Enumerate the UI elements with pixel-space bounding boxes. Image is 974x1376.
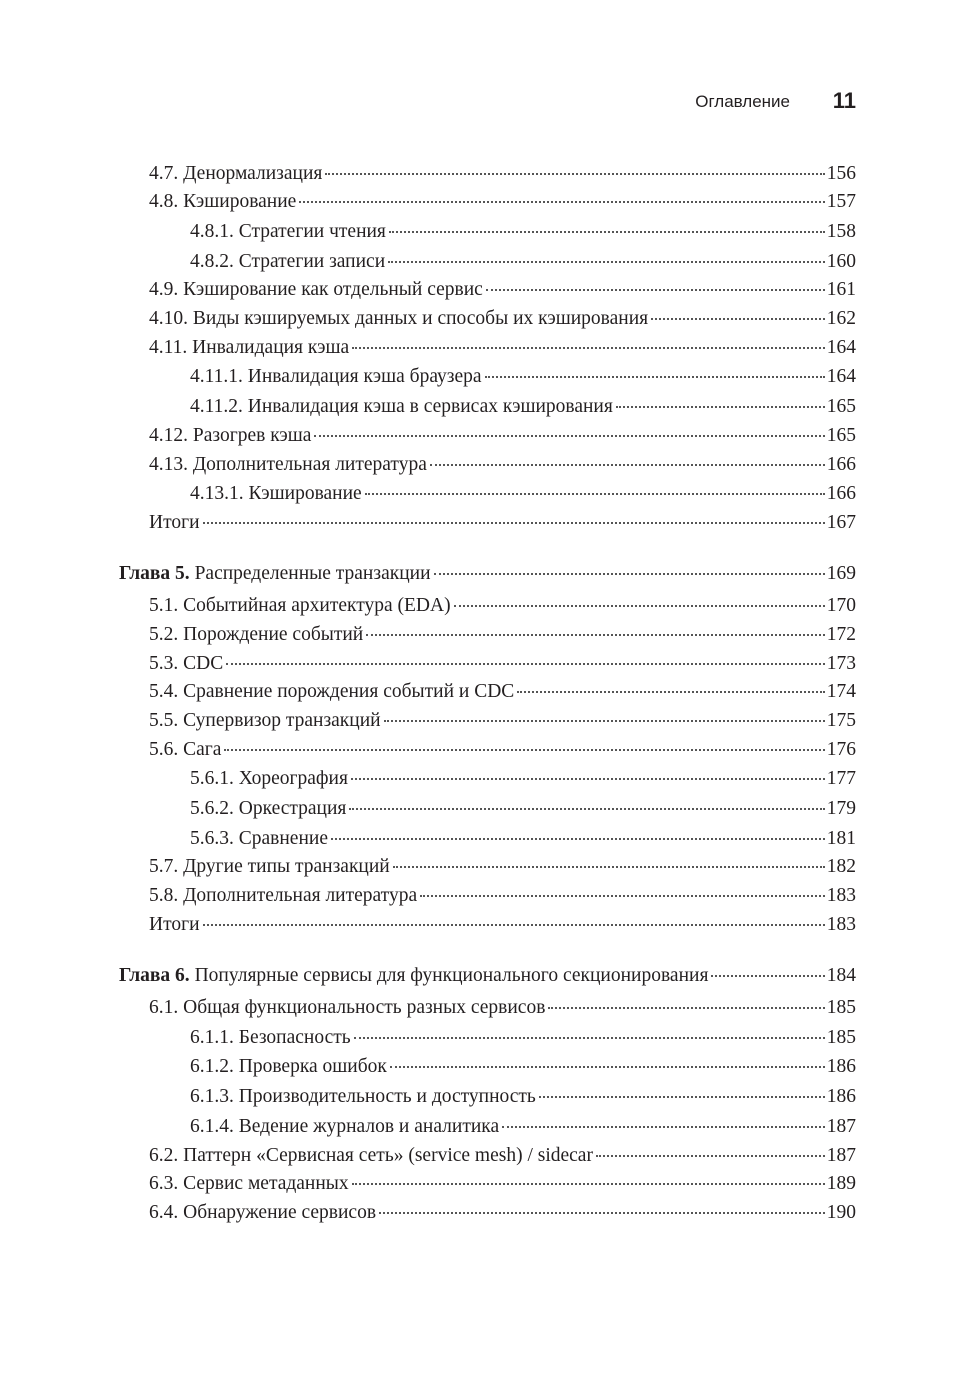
toc-entry [190,1026,856,1050]
toc-entry [149,680,856,704]
toc-entry-title [190,1085,536,1109]
toc-page-number: 166 [826,454,856,475]
toc-title-text: 6.1. Общая функциональность разных сервисов [149,997,546,1018]
toc-entry [149,190,856,214]
toc-entry-title [190,1026,351,1050]
toc-entry [149,738,856,762]
toc-title-text: 4.11.2. Инвалидация кэша в сервисах кэширования [190,396,613,417]
toc-entry-title [149,453,427,477]
toc-entry [190,827,856,851]
toc-entry-title [190,250,385,274]
toc-page-number: 187 [826,1145,856,1166]
toc-page-number: 186 [826,1056,856,1077]
dot-leader [352,1183,825,1185]
toc-entry [149,1201,856,1225]
toc-entry-title [119,562,431,586]
toc-title-text: 4.11.1. Инвалидация кэша браузера [190,366,482,387]
toc-page-number: 166 [826,483,856,504]
dot-leader [325,173,824,175]
chapter-label: Глава 5. [119,563,190,584]
toc-title-text: 5.7. Другие типы транзакций [149,856,390,877]
dot-leader [517,691,824,693]
toc-page-number: 165 [826,425,856,446]
toc-page-number: 183 [826,885,856,906]
toc-entry-title [149,996,545,1020]
dot-leader [314,435,824,437]
toc-title-text: Итоги [149,914,200,935]
toc-entry-title [149,738,221,762]
toc-entry [190,395,856,419]
toc-title-text: 5.8. Дополнительная литература [149,885,418,906]
toc-page-number: 157 [826,191,856,212]
toc-page-number: 181 [826,828,856,849]
toc-entry [149,996,856,1020]
toc-page-number: 161 [826,279,856,300]
toc-entry-title [149,594,451,618]
toc-entry [190,220,856,244]
toc-title-text: 5.1. Событийная архитектура (EDA) [149,595,451,616]
toc-entry-title [149,680,514,704]
toc-entry-title [149,424,311,448]
toc-entry [149,1172,856,1196]
toc-entry-title [149,1201,376,1225]
toc-chapter [119,562,856,586]
toc-entry-title [149,709,381,733]
toc-title-text: 5.4. Сравнение порождения событий и CDC [149,681,515,702]
dot-leader [203,924,825,926]
toc-title-text: 5.3. CDC [149,653,224,674]
dot-leader [485,376,825,378]
toc-entry [149,162,856,186]
toc-title-text: 4.10. Виды кэшируемых данных и способы их кэширования [149,308,649,329]
dot-leader [539,1096,825,1098]
toc-entry-title [149,190,296,214]
toc-page-number: 170 [826,595,856,616]
toc-entry [149,278,856,302]
toc-entry [190,250,856,274]
toc-chapter [119,964,856,988]
dot-leader [434,573,825,575]
chapter-label: Глава 6. [119,965,190,986]
toc-title-text: 6.1.1. Безопасность [190,1027,351,1048]
toc-entry-title [190,365,482,389]
toc-title-text: 4.8. Кэширование [149,191,297,212]
toc-page-number: 182 [826,856,856,877]
toc-entry-title [190,797,346,821]
page-number: 11 [832,88,856,113]
dot-leader [352,347,825,349]
toc-entry [149,424,856,448]
toc-page-number: 174 [826,681,856,702]
dot-leader [596,1155,825,1157]
toc-title-text: 6.1.3. Производительность и доступность [190,1086,536,1107]
dot-leader [384,720,825,722]
dot-leader [224,749,824,751]
toc-entry-title [149,884,417,908]
dot-leader [331,838,825,840]
toc-title-text: Распределенные транзакции [194,563,431,584]
toc-entry-title [190,1115,499,1139]
toc-title-text: 5.5. Супервизор транзакций [149,710,381,731]
toc-entry-title [149,1144,593,1168]
toc-title-text: 4.12. Разогрев кэша [149,425,312,446]
toc-page-number: 175 [826,710,856,731]
toc-entry-title [149,1172,349,1196]
toc-entry [190,1055,856,1079]
toc-entry [149,652,856,676]
toc-page-number: 173 [826,653,856,674]
toc-entry [149,511,856,535]
dot-leader [299,201,824,203]
toc-entry [149,1144,856,1168]
toc-entry [149,336,856,360]
toc-page-number: 186 [826,1086,856,1107]
toc-title-text: 4.11. Инвалидация кэша [149,337,350,358]
toc-entry [190,767,856,791]
running-header-title: Оглавление [695,92,790,111]
toc-entry-title [190,395,613,419]
dot-leader [651,318,825,320]
toc-entry-title [190,482,362,506]
dot-leader [390,1066,825,1068]
toc-entry [190,482,856,506]
toc-entry [149,855,856,879]
toc-entry-title [190,827,328,851]
toc-page-number: 160 [826,251,856,272]
dot-leader [711,975,824,977]
toc-entry [149,307,856,331]
toc-title-text: 5.6. Сага [149,739,222,760]
toc-entry [190,365,856,389]
toc-entry-title [190,767,348,791]
toc-entry [149,453,856,477]
toc-entry-title [149,913,200,937]
toc-page-number: 185 [826,1027,856,1048]
toc-page-number: 187 [826,1116,856,1137]
dot-leader [616,406,825,408]
toc-page-number: 164 [826,337,856,358]
dot-leader [548,1007,824,1009]
dot-leader [389,231,825,233]
dot-leader [366,634,825,636]
toc-entry-title [149,652,223,676]
dot-leader [388,261,825,263]
toc-page-number: 179 [826,798,856,819]
toc-entry-title [149,623,363,647]
toc-entry [149,709,856,733]
toc-entry [190,797,856,821]
dot-leader [454,605,825,607]
toc-title-text: 4.9. Кэширование как отдельный сервис [149,279,483,300]
toc-page-number: 177 [826,768,856,789]
toc-title-text: 6.3. Сервис метаданных [149,1173,349,1194]
toc-page-number: 165 [826,396,856,417]
toc-entry-title [149,307,648,331]
toc-entry [190,1085,856,1109]
toc-page-number: 164 [826,366,856,387]
toc-title-text: 4.7. Денормализация [149,163,323,184]
toc-page-number: 183 [826,914,856,935]
dot-leader [420,895,825,897]
toc-entry-title [149,855,390,879]
toc-title-text: Итоги [149,512,200,533]
toc-entry-title [149,162,322,186]
dot-leader [486,289,825,291]
toc-entry-title [149,278,483,302]
toc-entry [149,913,856,937]
dot-leader [365,493,825,495]
toc-entry-title [190,220,386,244]
dot-leader [393,866,825,868]
toc-entry [149,884,856,908]
toc-title-text: 6.2. Паттерн «Сервисная сеть» (service mesh) / sidecar [149,1145,593,1166]
toc-entry-title [190,1055,387,1079]
toc-title-text: 5.6.2. Оркестрация [190,798,347,819]
toc-title-text: 6.4. Обнаружение сервисов [149,1202,377,1223]
dot-leader [379,1212,825,1214]
toc-page-number: 184 [826,965,856,986]
toc-title-text: 6.1.2. Проверка ошибок [190,1056,387,1077]
toc-title-text: 4.13.1. Кэширование [190,483,362,504]
dot-leader [502,1126,825,1128]
dot-leader [430,464,825,466]
dot-leader [203,522,825,524]
dot-leader [354,1037,825,1039]
dot-leader [351,778,825,780]
toc-entry [149,594,856,618]
toc-entry-title [149,336,349,360]
toc-entry-title [119,964,708,988]
toc-title-text: 4.8.1. Стратегии чтения [190,221,386,242]
toc-title-text: 5.6.3. Сравнение [190,828,328,849]
toc-title-text: 5.2. Порождение событий [149,624,364,645]
toc-page-number: 158 [826,221,856,242]
toc-page-number: 189 [826,1173,856,1194]
toc-page-number: 167 [826,512,856,533]
toc-page-number: 156 [826,163,856,184]
toc-page-number: 172 [826,624,856,645]
toc-title-text: 4.8.2. Стратегии записи [190,251,386,272]
dot-leader [226,663,825,665]
dot-leader [349,808,824,810]
toc-page-number: 169 [826,563,856,584]
toc-page-number: 176 [826,739,856,760]
toc-entry [149,623,856,647]
toc-entry [190,1115,856,1139]
toc-title-text: 4.13. Дополнительная литература [149,454,427,475]
toc-page-number: 162 [826,308,856,329]
toc-title-text: 6.1.4. Ведение журналов и аналитика [190,1116,500,1137]
toc-page-number: 190 [826,1202,856,1223]
toc-page-number: 185 [826,997,856,1018]
toc-entry-title [149,511,200,535]
toc-title-text: 5.6.1. Хореография [190,768,348,789]
toc-title-text: Популярные сервисы для функционального секционирования [194,965,709,986]
